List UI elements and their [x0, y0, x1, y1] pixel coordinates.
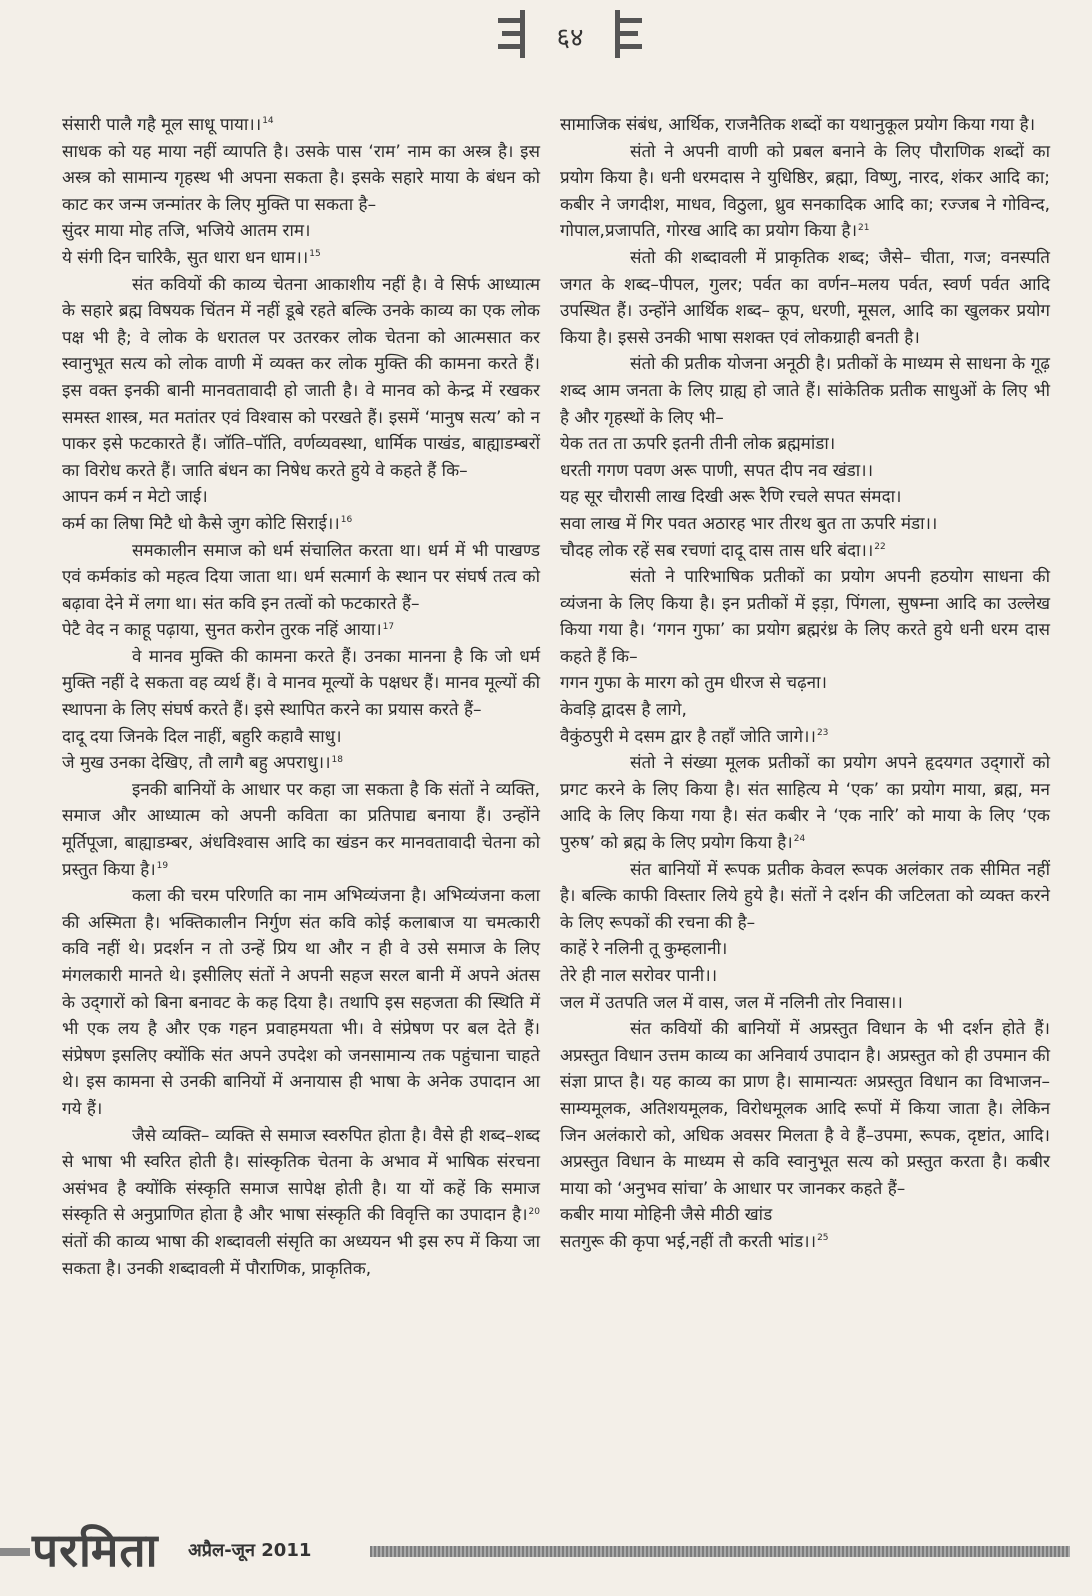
verse-line — [560, 697, 1050, 724]
paragraph-text: जे मुख उनका देखिए, तौ लागै बहु अपराधु।। — [62, 753, 331, 774]
verse-line — [560, 670, 1050, 697]
paragraph-text: सामाजिक संबंध, आर्थिक, राजनैतिक शब्दों का यथानुकूल प्रयोग किया गया है। — [560, 115, 1036, 135]
paragraph-text: आपन कर्म न मेटो जाई। — [62, 487, 208, 508]
verse-line — [62, 617, 540, 644]
verse-line — [560, 724, 1050, 751]
paragraph-text: संसारी पालै गहै मूल साधू पाया।। — [62, 115, 262, 135]
paragraph — [62, 883, 540, 1122]
paragraph-text-tail: संतों की काव्य भाषा की शब्दावली संसृति का अध्ययन भी इस रुप में किया जा सकता है। उनकी शब्दावली में पौराणिक, प्राकृतिक, — [62, 1231, 540, 1279]
paragraph — [62, 644, 540, 724]
paragraph-text: संतो की शब्दावली में प्राकृतिक शब्द; जैसे– चीता, गज; वनस्पति जगत के शब्द–पीपल, गुलर; पर्वत का वर्णन–मलय पर्वत, स्वर्ण पर्वत आदि उपस्थित हैं। उन्होंने आर्थिक शब्द– कूप, धरणी, मूसल, आदि का खुलकर प्रयोग किया है। इससे उनकी भाषा सशक्त एवं लोकग्राही बनती है। — [560, 247, 1050, 348]
right-text-column — [560, 112, 1050, 1256]
paragraph-text: कला की चरम परिणति का नाम अभिव्यंजना है। अभिव्यंजना कला की अस्मिता है। भक्तिकालीन निर्गुण संत कवि कोई कलाबाज या चमत्कारी कवि नहीं थे। प्रदर्शन न तो उन्हें प्रिय था और न ही वे उसे समाज के लिए मंगलकारी मानते थे। इसीलिए संतों ने अपनी सहज सरल बानी में अपने अंतस के उद्‌गारों को बिना बनावट के कह दिया है। तथापि इस सहजता की स्थिति में भी एक लय है और एक गहन प्रवाहमयता भी। वे संप्रेषण पर बल देते हैं। संप्रेषण इसलिए क्योंकि संत अपने उपदेश को जनसामान्य तक पहुंचाना चाहते थे। इस कामना से उनकी बानियों में अनायास ही भाषा के अनेक उपादान आ गये हैं। — [62, 886, 540, 1119]
verse-line — [62, 112, 540, 139]
verse-line — [62, 750, 540, 777]
footnote-marker: 24 — [793, 834, 806, 845]
verse-line — [560, 936, 1050, 963]
paragraph-text: चौदह लोक रहें सब रचणां दादू दास तास धरि बंदा।। — [560, 540, 874, 561]
footnote-marker: 23 — [816, 728, 829, 738]
paragraph-text: ये संगी दिन चारिकै, सुत धारा धन धाम।। — [62, 247, 309, 268]
paragraph-text: संतो ने पारिभाषिक प्रतीकों का प्रयोग अपनी हठयोग साधना की व्यंजना के लिए किया है। इन प्रतीकों में इड़ा, पिंगला, सुषम्ना आदि का उल्लेख किया गया है। ‘गगन गुफा’ का प्रयोग ब्रह्मरंध्र के लिए करते हुये धनी धरम दास कहते हैं कि– — [560, 567, 1050, 667]
paragraph — [560, 139, 1050, 245]
paragraph-text: जैसे व्यक्ति– व्यक्ति से समाज स्वरुपित होता है। वैसे ही शब्द–शब्द से भाषा भी स्वरित होती है। सांस्कृतिक चेतना के अभाव में भाषिक संरचना असंभव है क्योंकि संस्कृति समाज सापेक्ष होती है। या यों कहें कि समाज संस्कृति से अनुप्राणित होता है और भाषा संस्कृति की विवृत्ति का उपादान है। — [62, 1125, 540, 1226]
paragraph — [62, 777, 540, 883]
footnote-marker: 22 — [874, 541, 886, 552]
paragraph-text: वे मानव मुक्ति की कामना करते हैं। उनका मानना है कि जो धर्म मुक्ति नहीं दे सकता वह व्यर्थ हैं। वे मानव मूल्यों के पक्षधर हैं। मानव मूल्यों की स्थापना के लिए संघर्ष करते हैं। इसे स्थापित करने का प्रयास करते हैं– — [62, 646, 540, 721]
verse-line — [560, 484, 1050, 511]
verse-line — [560, 511, 1050, 538]
page-header — [0, 0, 1092, 80]
verse-line — [560, 963, 1050, 990]
footnote-marker: 19 — [156, 860, 169, 871]
paragraph-text: साधक को यह माया नहीं व्यापति है। उसके पास ‘राम’ नाम का अस्त्र है। इस अस्त्र को सामान्य गृहस्थ भी अपना सकता है। इसके सहारे माया के बंधन को काट कर जन्म जन्मांतर के लिए मुक्ति पा सकता है– — [62, 141, 540, 215]
page-number-right-ornament — [612, 10, 642, 58]
magazine-logo: परमिता — [32, 1523, 159, 1577]
footnote-marker: 18 — [331, 754, 343, 765]
page-number-left-ornament — [498, 10, 528, 58]
paragraph-text: धरती गगण पवण अरू पाणी, सपत दीप नव खंडा।। — [560, 460, 874, 481]
paragraph — [62, 538, 540, 618]
paragraph-text: सुंदर माया मोह तजि, भजिये आतम राम। — [62, 221, 311, 242]
paragraph-text: संतो ने संख्या मूलक प्रतीकों का प्रयोग अपने हृदयगत उद्‌गारों को प्रगट करने के लिए किया है। संत साहित्य मे ‘एक’ का प्रयोग माया, ब्रह्म, मन आदि के लिए किया गया है। संत कबीर ने ‘एक नारि’ को माया के लिए ‘एक पुरुष’ को ब्रह्म के लिए प्रयोग किया है। — [560, 753, 1050, 854]
verse-line — [560, 458, 1050, 485]
paragraph-text: गगन गुफा के मारग को तुम धीरज से चढ़ना। — [560, 673, 827, 694]
footer-rule-right — [370, 1546, 1070, 1557]
paragraph-text: काहें रे नलिनी तू कुम्हलानी। — [560, 939, 728, 960]
paragraph — [560, 750, 1050, 856]
paragraph-text: संत कवियों की बानियों में अप्रस्तुत विधान के भी दर्शन होते हैं। अप्रस्तुत विधान उत्तम काव्य का अनिवार्य उपादान है। अप्रस्तुत को ही उपमान की संज्ञा प्राप्त है। यह काव्य का प्राण है। सामान्यतः अप्रस्तुत विधान का विभाजन–साम्यमूलक, अतिशयमूलक, विरोधमूलक आदि रूपों में किया जाता है। लेकिन जिन अलंकारो को, अधिक अवसर मिलता है वे हैं–उपमा, रूपक, दृष्टांत, आदि। अप्रस्तुत विधान के माध्यम से कवि स्वानुभूत सत्य को प्रस्तुत करता है। कबीर माया को ‘अनुभव सांचा’ के आधार पर जानकर कहते हैं– — [560, 1019, 1050, 1199]
verse-line — [560, 990, 1050, 1017]
paragraph — [62, 139, 540, 219]
verse-line — [62, 511, 540, 538]
paragraph-text: पेटै वेद न काहू पढ़ाया, सुनत करोन तुरक नहिं आया। — [62, 620, 382, 641]
verse-line — [62, 245, 540, 272]
paragraph-text: येक तत ता ऊपरि इतनी तीनी लोक ब्रह्ममांडा। — [560, 434, 836, 455]
verse-line — [62, 218, 540, 245]
paragraph-text: इनकी बानियों के आधार पर कहा जा सकता है कि संतों ने व्यक्ति, समाज और आध्यात्म को अपनी कविता का प्रतिपाद्य बनाया हैं। उन्होंने मूर्तिपूजा, बाह्याडम्बर, अंधविश्वास आदि का खंडन कर मानवतावादी चेतना को प्रस्तुत किया है। — [62, 779, 540, 880]
paragraph-text: संत बानियों में रूपक प्रतीक केवल रूपक अलंकार तक सीमित नहीं है। बल्कि काफी विस्तार लिये हुये है। संतों ने दर्शन की जटिलता को व्यक्त करने के लिए रूपकों की रचना की है– — [560, 859, 1050, 933]
paragraph-text: सतगुरू की कृपा भई,नहीं तौ करती भांड।। — [560, 1231, 817, 1252]
paragraph — [62, 272, 540, 485]
paragraph-text: यह सूर चौरासी लाख दिखी अरू रैणि रचले सपत संमदा। — [560, 487, 902, 508]
paragraph-text: संत कवियों की काव्य चेतना आकाशीय नहीं है। वे सिर्फ आध्यात्म के सहारे ब्रह्म विषयक चिंतन में नहीं डूबे रहते बल्कि उनके काव्य का एक लोक पक्ष भी है; वे लोक के धरातल पर उतरकर लोक चेतना को आत्मसात कर स्वानुभूत सत्य को लोक वाणी में व्यक्त कर लोक मुक्ति की कामना करते हैं। इस वक्त इनकी बानी मानवतावादी हो जाती है। वे मानव को केन्द्र में रखकर समस्त शास्त्र, मत मतांतर एवं विश्वास को परखते हैं। इसमें ‘मानुष सत्य’ को न पाकर इसे फटकारते हैं। जॉति–पॉति, वर्णव्यवस्था, धार्मिक पाखंड, बाह्याडम्बरों का विरोध करते हैं। जाति बंधन का निषेध करते हुये वे कहते हैं कि– — [62, 274, 540, 481]
verse-line — [560, 1202, 1050, 1229]
paragraph-text: कबीर माया मोहिनी जैसे मीठी खांड — [560, 1205, 773, 1226]
footnote-marker: 17 — [382, 621, 395, 632]
footnote-marker: 15 — [309, 249, 321, 260]
paragraph-text: केवड़ि द्वादस है लागे, — [560, 700, 687, 721]
paragraph-text: दादू दया जिनके दिल नाहीं, बहुरि कहावै साधु। — [62, 726, 342, 747]
verse-line — [560, 538, 1050, 565]
footer-rule-left — [0, 1548, 30, 1556]
paragraph — [560, 112, 1050, 139]
paragraph — [560, 351, 1050, 431]
paragraph-text: जल में उतपति जल में वास, जल में नलिनी तोर निवास।। — [560, 992, 903, 1013]
verse-line — [62, 484, 540, 511]
paragraph-text: वैकुंठपुरी मे दसम द्वार है तहाँ जोति जागे।। — [560, 726, 816, 747]
paragraph — [560, 245, 1050, 351]
paragraph-text: कर्म का लिषा मिटै धो कैसे जुग कोटि सिराई।। — [62, 513, 340, 534]
paragraph — [560, 564, 1050, 670]
footnote-marker: 14 — [262, 116, 274, 127]
paragraph-text: समकालीन समाज को धर्म संचालित करता था। धर्म में भी पाखण्ड एवं कर्मकांड को महत्व दिया जाता था। धर्म सत्मार्ग के स्थान पर संघर्ष तत्व को बढ़ावा देने में लगा था। संत कवि इन तत्वों को फटकारते हैं– — [62, 540, 540, 614]
paragraph — [560, 857, 1050, 937]
paragraph-text: सवा लाख में गिर पवत अठारह भार तीरथ बुत ता ऊपरि मंडा।। — [560, 513, 938, 534]
verse-line — [560, 431, 1050, 458]
footnote-marker: 20 — [528, 1206, 540, 1217]
footnote-marker: 25 — [817, 1233, 829, 1244]
paragraph-text: संतो की प्रतीक योजना अनूठी है। प्रतीकों के माध्यम से साधना के गूढ़ शब्द आम जनता के लिए ग्राह्य हो जाते हैं। सांकेतिक प्रतीक साधुओं के लिए भी है और गृहस्थों के लिए भी– — [560, 354, 1050, 428]
left-text-column — [62, 112, 540, 1282]
paragraph-text: तेरे ही नाल सरोवर पानी।। — [560, 966, 718, 986]
verse-line — [62, 724, 540, 751]
footnote-marker: 21 — [858, 222, 870, 233]
paragraph — [62, 1123, 540, 1283]
paragraph — [560, 1016, 1050, 1202]
page-number: ६४ — [556, 23, 584, 53]
page-footer — [0, 1506, 1092, 1596]
verse-line — [560, 1229, 1050, 1256]
footnote-marker: 16 — [340, 515, 353, 526]
issue-date: अप्रैल-जून 2011 — [188, 1540, 312, 1561]
paragraph-text: संतो ने अपनी वाणी को प्रबल बनाने के लिए पौराणिक शब्दों का प्रयोग किया है। धनी धरमदास ने युधिष्ठिर, ब्रह्मा, विष्णु, नारद, शंकर आदि का; कबीर ने जगदीश, माधव, विठुला, ध्रुव सनकादिक आदि का; रज्जब ने गोविन्द, गोपाल,प्रजापति, गोरख आदि का प्रयोग किया है। — [560, 141, 1050, 242]
